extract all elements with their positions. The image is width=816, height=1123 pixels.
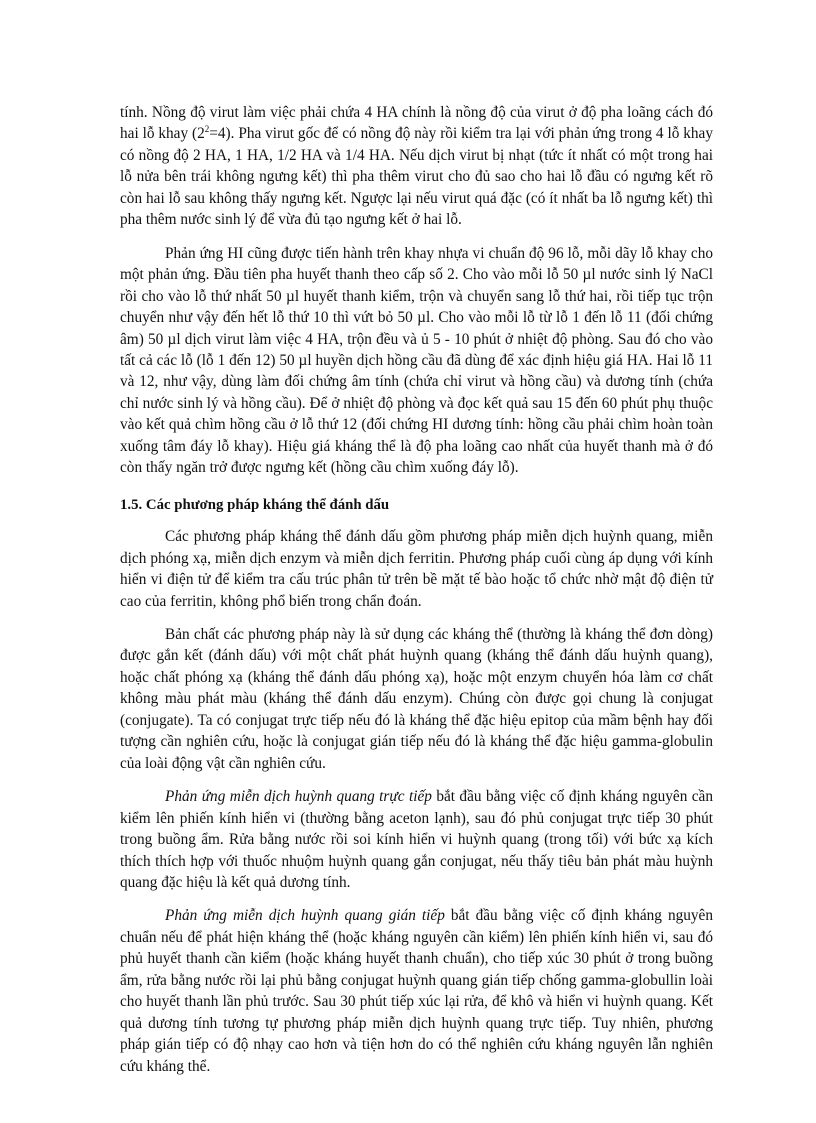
- paragraph-text-continued: =4). Pha virut gốc để có nồng độ này rồi kiểm tra lại với phản ứng trong 4 lỗ khay có nồng độ 2 HA, 1 HA, 1/2 HA và 1/4 HA. Nếu dịch virut bị nhạt (tức ít nhất có một trong hai lỗ nửa bên trái không ngưng kết) thì pha thêm virut cho đủ sao cho hai lỗ đầu có ngưng kết rõ còn hai lỗ sau không thấy ngưng kết. Ngược lại nếu virut quá đặc (có ít nhất ba lỗ ngưng kết) thì pha thêm nước sinh lý để vừa đủ tạo ngưng kết ở hai lỗ.: [120, 125, 713, 229]
- italic-term: Phản ứng miễn dịch huỳnh quang trực tiếp: [165, 788, 432, 806]
- paragraph-text: bắt đầu bằng việc cố định kháng nguyên cần kiểm lên phiến kính hiển vi (thường bằng aceton lạnh), sau đó phủ conjugat trực tiếp 30 phút trong buồng ẩm. Rửa bằng nước rồi soi kính hiển vi huỳnh quang (trong tối) với bức xạ kích thích thích hợp với thuốc nhuộm huỳnh quang gắn conjugat, nếu thấy tiêu bản phát màu huỳnh quang đặc hiệu là kết quả dương tính.: [120, 788, 713, 891]
- section-heading: 1.5. Các phương pháp kháng thể đánh dấu: [120, 496, 390, 513]
- paragraph-methods-overview: Các phương pháp kháng thể đánh dấu gồm phương pháp miễn dịch huỳnh quang, miễn dịch phóng xạ, miễn dịch enzym và miễn dịch ferritin. Phương pháp cuối cùng áp dụng với kính hiển vi điện tử để kiểm tra cấu trúc phân tử trên bề mặt tế bào hoặc tổ chức nhờ mật độ điện tử cao của ferritin, không phổ biến trong chẩn đoán.: [120, 528, 713, 610]
- paragraph-text: tính. Nồng độ virut làm việc phải chứa 4 HA chính là nồng độ của virut ở độ pha loãng cách đó hai lỗ khay (2: [120, 104, 713, 143]
- italic-term: Phản ứng miễn dịch huỳnh quang gián tiếp: [165, 907, 445, 925]
- paragraph-indirect-if: [120, 905, 713, 1077]
- paragraph-direct-if: [120, 786, 713, 893]
- paragraph-virus-titer: [120, 102, 713, 231]
- paragraph-text: bắt đầu bằng việc cố định kháng nguyên chuẩn nếu để phát hiện kháng thể (hoặc kháng nguyên cần kiểm) lên phiến kính hiển vi, sau đó phủ huyết thanh cần kiểm (hoặc kháng huyết thanh chuẩn), cho tiếp xúc 30 phút ở trong buồng ẩm, rửa bằng nước rồi lại phủ bằng conjugat huỳnh quang gián tiếp chống gamma-globullin loài cho huyết thanh lần phủ trước. Sau 30 phút tiếp xúc lại rửa, để khô và hiển vi huỳnh quang. Kết quả dương tính tương tự phương pháp miễn dịch huỳnh quang trực tiếp. Tuy nhiên, phương pháp gián tiếp có độ nhạy cao hơn và tiện hơn do có thể nghiên cứu kháng nguyên lẫn nghiên cứu kháng thể.: [120, 907, 713, 1075]
- paragraph-hi-reaction: Phản ứng HI cũng được tiến hành trên khay nhựa vi chuẩn độ 96 lỗ, mỗi dãy lỗ khay cho một phản ứng. Đầu tiên pha huyết thanh theo cấp số 2. Cho vào mỗi lỗ 50 µl nước sinh lý NaCl rồi cho vào lỗ thứ nhất 50 µl huyết thanh kiểm, trộn và chuyển sang lỗ thứ hai, rồi tiếp tục trộn chuyển như vậy đến hết lỗ thứ 10 thì vứt bỏ 50 µl. Cho vào mỗi lỗ từ lỗ 1 đến lỗ 11 (đối chứng âm) 50 µl dịch virut làm việc 4 HA, trộn đều và ủ 5 - 10 phút ở nhiệt độ phòng. Sau đó cho vào tất cả các lỗ (lỗ 1 đến 12) 50 µl huyền dịch hồng cầu đã dùng để xác định hiệu giá HA. Hai lỗ 11 và 12, như vậy, dùng làm đối chứng âm tính (chứa chỉ virut và hồng cầu) và dương tính (chứa chỉ nước sinh lý và hồng cầu). Để ở nhiệt độ phòng và đọc kết quả sau 15 đến 60 phút phụ thuộc vào kết quả chìm hồng cầu ở lỗ thứ 12 (đối chứng HI dương tính: hồng cầu phải chìm hoàn toàn xuống tâm đáy lỗ khay). Hiệu giá kháng thể là độ pha loãng cao nhất của huyết thanh mà ở đó còn thấy ngăn trở được ngưng kết (hồng cầu chìm xuống đáy lỗ).: [120, 244, 713, 477]
- superscript-exponent: 2: [204, 124, 210, 135]
- page-body: [120, 102, 713, 1089]
- paragraph-conjugate-nature: Bản chất các phương pháp này là sử dụng các kháng thể (thường là kháng thể đơn dòng) được gắn kết (đánh dấu) với một chất phát huỳnh quang (kháng thể đánh dấu huỳnh quang), hoặc chất phóng xạ (kháng thể đánh dấu phóng xạ), hoặc một enzym chuyển hóa làm cơ chất không màu phát màu (kháng thể đánh dấu enzym). Chúng còn được gọi chung là conjugat (conjugate). Ta có conjugat trực tiếp nếu đó là kháng thể đặc hiệu epitop của mầm bệnh hay đối tượng cần nghiên cứu, hoặc là conjugat gián tiếp nếu đó là kháng thể đặc hiệu gamma-globulin của loài động vật cần nghiên cứu.: [120, 625, 713, 772]
